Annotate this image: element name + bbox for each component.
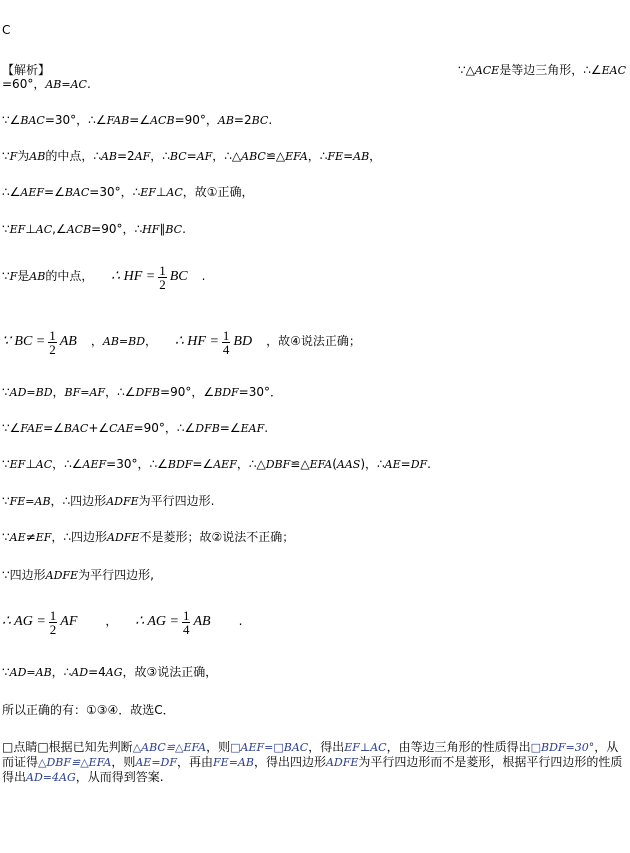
text: ， <box>90 334 103 348</box>
var: AAS <box>336 458 361 471</box>
text: ，∴△ <box>236 457 266 471</box>
var: AF <box>134 150 151 163</box>
math: □BDF=30° <box>530 741 595 754</box>
fraction <box>222 329 231 356</box>
var: FAE <box>20 422 44 435</box>
line-4 <box>2 184 254 201</box>
denominator: 4 <box>222 341 230 357</box>
text: ⊥ <box>25 457 36 471</box>
math: AE=DF <box>135 756 178 769</box>
fraction <box>48 329 57 356</box>
text: =90°，∴∠ <box>133 421 196 435</box>
text: =4 <box>88 665 106 679</box>
line-2 <box>2 112 272 129</box>
var: BC <box>251 114 269 127</box>
math: △DBF≌△EFA <box>38 756 112 769</box>
text: . <box>182 222 186 236</box>
math-text: ∴ AG = <box>135 614 179 629</box>
denominator: 2 <box>49 341 56 357</box>
math-text: AB <box>193 614 211 629</box>
text: ，则 <box>206 740 231 754</box>
line-0 <box>458 62 626 79</box>
line-6 <box>2 262 205 291</box>
text: 是 <box>17 269 30 283</box>
text: ， <box>369 149 382 163</box>
text: . <box>201 269 206 283</box>
text: =30°，∴∠ <box>106 457 168 471</box>
var: EF <box>9 223 26 236</box>
math-text: ∴ HF = <box>174 334 219 349</box>
text: ，得出 <box>308 740 345 754</box>
math: FE=AB <box>213 756 254 769</box>
text: 不是菱形；故②说法不正确； <box>139 530 295 544</box>
text: ，∴ <box>51 665 72 679</box>
text: ∵ <box>2 665 10 679</box>
text: ，故①正确， <box>182 185 254 199</box>
math-text: ∴ AG = <box>2 614 46 629</box>
var: AEF <box>82 458 107 471</box>
text: ，∴四边形 <box>51 530 107 544</box>
text: ≌△ <box>265 149 286 163</box>
conclusion-line: 所以正确的有：①③④．故选C． <box>2 703 175 717</box>
line-9 <box>2 420 268 437</box>
text: = <box>343 149 354 163</box>
text: ∵ <box>2 530 10 544</box>
var: BDF <box>214 386 239 399</box>
line-1 <box>2 76 91 93</box>
text: 的中点，∴ <box>45 149 101 163</box>
text: ， <box>145 334 158 348</box>
text: ∥ <box>159 222 166 236</box>
text: ∵∠ <box>2 421 21 435</box>
text: =30°． <box>238 385 282 399</box>
var: AB=AC <box>45 78 87 91</box>
text: ( <box>332 457 337 471</box>
line-7 <box>2 326 361 357</box>
var: AF <box>196 150 213 163</box>
fraction <box>182 609 191 636</box>
text: ，再由 <box>177 755 214 769</box>
numerator: 1 <box>159 262 166 278</box>
note-paragraph <box>2 740 624 785</box>
formula-bc <box>2 327 77 357</box>
var: AB=BD <box>102 335 146 348</box>
text: = <box>400 457 411 471</box>
var: FE=AB <box>9 495 51 508</box>
line-15 <box>2 664 217 681</box>
var: AB <box>217 114 234 127</box>
var: EF <box>140 186 156 199</box>
text: ，∴△ <box>212 149 242 163</box>
line-3 <box>2 148 381 165</box>
text: . <box>238 614 243 628</box>
var: DF <box>410 458 428 471</box>
var: ACE <box>474 64 500 77</box>
text: 为平行四边形而不是菱形，根据平行四边形的性质得出 <box>2 755 623 784</box>
text: )，∴ <box>360 457 385 471</box>
var: AEF <box>20 186 45 199</box>
var: ADFE <box>107 531 140 544</box>
var: AG <box>105 666 123 679</box>
text: □点睛□根据已知先判断 <box>2 740 133 754</box>
var: EFA <box>285 150 308 163</box>
var: EFA <box>309 458 333 471</box>
denominator: 2 <box>49 621 57 637</box>
line-14 <box>2 606 242 637</box>
text: ，∴∠ <box>105 385 136 399</box>
var: DFB <box>135 386 161 399</box>
var: AEF <box>213 458 237 471</box>
text: =90°， <box>174 113 218 127</box>
text: ，故④说法正确； <box>266 334 361 348</box>
var: CAE <box>109 422 134 435</box>
math: ADFE <box>325 756 359 769</box>
text: = <box>186 149 197 163</box>
text: ⊥ <box>155 185 167 199</box>
text: =2 <box>233 113 252 127</box>
var: ADFE <box>45 569 79 582</box>
numerator: 1 <box>49 607 57 623</box>
text: ∵ <box>2 149 10 163</box>
formula-hf <box>111 263 187 291</box>
text: ⊥ <box>25 222 36 236</box>
denominator: 4 <box>182 621 190 637</box>
var: AC <box>166 186 183 199</box>
line-12 <box>2 529 294 546</box>
text: =∠ <box>192 457 214 471</box>
line-13 <box>2 567 154 584</box>
text: ∵ <box>2 494 10 508</box>
math: □AEF=□BAC <box>230 741 309 754</box>
answer-letter: C <box>2 23 11 37</box>
text: 的中点， <box>45 269 94 283</box>
line-5 <box>2 221 186 238</box>
numerator: 1 <box>222 327 230 343</box>
var: EF <box>35 531 52 544</box>
text: . <box>264 421 269 435</box>
line-11 <box>2 493 214 510</box>
text: =90°，∠ <box>160 385 215 399</box>
text: +∠ <box>88 421 110 435</box>
text: ，故③说法正确， <box>122 665 218 679</box>
text: ，∴ <box>307 149 328 163</box>
text: 为平行四边形. <box>138 494 215 508</box>
text: ,∠ <box>52 222 67 236</box>
math: EF⊥AC <box>344 741 387 754</box>
line-10 <box>2 456 431 473</box>
text: ，从而证得 <box>2 740 619 769</box>
text: =∠ <box>129 113 151 127</box>
var: AD=BD <box>9 386 53 399</box>
text: ，由等边三角形的性质得出 <box>386 740 531 754</box>
var: AC <box>35 223 53 236</box>
text: ， <box>52 385 65 399</box>
var: BDF <box>167 458 193 471</box>
text: 为平行四边形, <box>78 568 154 582</box>
math: △ABC≌△EFA <box>132 741 207 754</box>
text: =30°，∴∠ <box>44 113 107 127</box>
var: BAC <box>64 186 90 199</box>
text: ≌△ <box>290 457 310 471</box>
var: BC <box>169 150 187 163</box>
var: F <box>9 150 18 163</box>
text: . <box>86 77 91 91</box>
math-text: BC <box>169 269 188 284</box>
fraction <box>158 264 167 291</box>
text: ∵ <box>2 457 10 471</box>
text: ，得出四边形 <box>253 755 326 769</box>
text: =∠ <box>43 421 64 435</box>
text: ，∴ <box>150 149 170 163</box>
text: =90°，∴ <box>91 222 143 236</box>
text: ，则 <box>111 755 136 769</box>
text: ∵四边形 <box>2 568 46 582</box>
var: HF <box>142 223 160 236</box>
numerator: 1 <box>182 607 190 623</box>
text: ，∴∠ <box>52 457 83 471</box>
text: =2 <box>117 149 135 163</box>
var: AD <box>71 666 89 679</box>
text: ≠ <box>25 530 36 544</box>
text: =30°，∴ <box>89 185 141 199</box>
var: DFB <box>195 422 220 435</box>
var: BAC <box>63 422 89 435</box>
denominator: 2 <box>159 276 166 292</box>
math-text: AF <box>60 614 78 629</box>
var: EF <box>9 458 26 471</box>
var: ACB <box>66 223 92 236</box>
var: ACB <box>150 114 175 127</box>
text: . <box>427 457 431 471</box>
var: ABC <box>241 150 266 163</box>
math-text: ∴ HF = <box>111 269 156 284</box>
text: ，从而得到答案. <box>75 770 164 784</box>
text: =60°， <box>2 77 46 91</box>
var: FAB <box>106 114 130 127</box>
var: AE <box>9 531 26 544</box>
text: 为 <box>17 149 30 163</box>
text: ，∴四边形 <box>50 494 107 508</box>
analysis-label: 【解析】 <box>2 63 51 77</box>
var: AB <box>100 150 117 163</box>
text: 是等边三角形，∴∠ <box>499 63 602 77</box>
var: EAC <box>601 64 626 77</box>
text: ∵ <box>2 385 10 399</box>
fraction <box>49 609 58 636</box>
text: ∴∠ <box>2 185 21 199</box>
text: ∵△ <box>457 63 475 77</box>
text: =∠ <box>219 421 241 435</box>
var: AB <box>29 150 46 163</box>
text: ∵ <box>2 269 10 283</box>
var: AB <box>29 270 46 283</box>
var: AD=AB <box>9 666 52 679</box>
text: . <box>268 113 273 127</box>
var: FE <box>327 150 344 163</box>
var: F <box>9 270 18 283</box>
formula-ag-ab <box>135 607 210 637</box>
formula-ag-af <box>2 607 77 637</box>
var: AE <box>384 458 401 471</box>
math-text: AB <box>59 334 77 349</box>
line-8 <box>2 384 282 401</box>
text: =∠ <box>44 185 65 199</box>
var: AC <box>35 458 53 471</box>
math-text: ∵ BC = <box>2 334 46 349</box>
math: AD=4AG <box>26 771 76 784</box>
formula-hf <box>175 327 252 357</box>
var: ADFE <box>106 495 139 508</box>
var: AB <box>353 150 370 163</box>
numerator: 1 <box>49 327 56 343</box>
var: BC <box>165 223 183 236</box>
var: BF=AF <box>64 386 106 399</box>
text: ∵∠ <box>2 113 21 127</box>
var: DBF <box>265 458 291 471</box>
var: BAC <box>20 114 45 127</box>
text: ， <box>105 614 118 628</box>
math-text: BD <box>233 334 253 349</box>
var: EAF <box>240 422 265 435</box>
text: ∵ <box>2 222 10 236</box>
